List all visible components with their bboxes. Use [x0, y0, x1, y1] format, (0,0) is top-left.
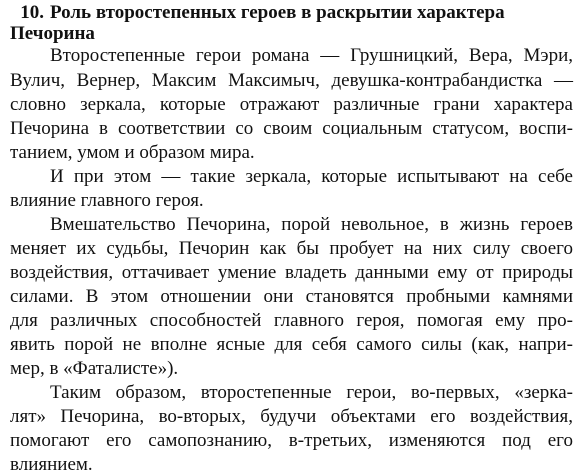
paragraph-4-line-2: лят» Печорина, во-вторых, будучи объектами его воздействия,	[10, 406, 573, 427]
paragraph-3-line-4: силами. В этом отношении они становятся пробными камнями	[10, 286, 573, 307]
section-title-line-1: Роль второстепенных героев в раскрытии характера	[50, 2, 505, 23]
paragraph-1-line-3: словно зеркала, которые отражают различные грани характера	[10, 94, 573, 115]
paragraph-3-line-2: меняет их судьбы, Печорин как бы пробует на них силу своего	[10, 238, 573, 259]
section-title-line-2: Печорина	[10, 23, 95, 44]
section-number: 10.	[20, 2, 44, 23]
paragraph-1-line-4: Печорина в соответствии со своим социальным статусом, воспи-	[10, 118, 573, 139]
section-heading	[10, 2, 505, 24]
paragraph-3-line-7: мер, в «Фаталисте»).	[10, 358, 179, 379]
paragraph-2-line-1: И при этом — такие зеркала, которые испытывают на себе	[50, 166, 573, 187]
paragraph-4-line-3: помогают его самопознанию, в-третьих, изменяются под его	[10, 430, 573, 451]
paragraph-1-line-5: танием, умом и образом мира.	[10, 142, 255, 163]
paragraph-1-line-2: Вулич, Вернер, Максим Максимыч, девушка-контрабандистка —	[10, 70, 573, 91]
paragraph-1-line-1: Второстепенные герои романа — Грушницкий, Вера, Мэри,	[50, 45, 573, 66]
paragraph-2-line-2: влияние главного героя.	[10, 190, 204, 211]
paragraph-3-line-1: Вмешательство Печорина, порой невольное, в жизнь героев	[50, 214, 573, 235]
paragraph-4-line-1: Таким образом, второстепенные герои, во-первых, «зерка-	[50, 382, 573, 403]
paragraph-3-line-5: для различных способностей главного героя, помогая ему про-	[10, 310, 573, 331]
paragraph-3-line-6: явить порой не вполне ясные для себя самого силы (как, напри-	[10, 334, 573, 355]
paragraph-4-line-4: влиянием.	[10, 454, 93, 475]
paragraph-3-line-3: воздействия, оттачивает умение владеть данными ему от природы	[10, 262, 573, 283]
